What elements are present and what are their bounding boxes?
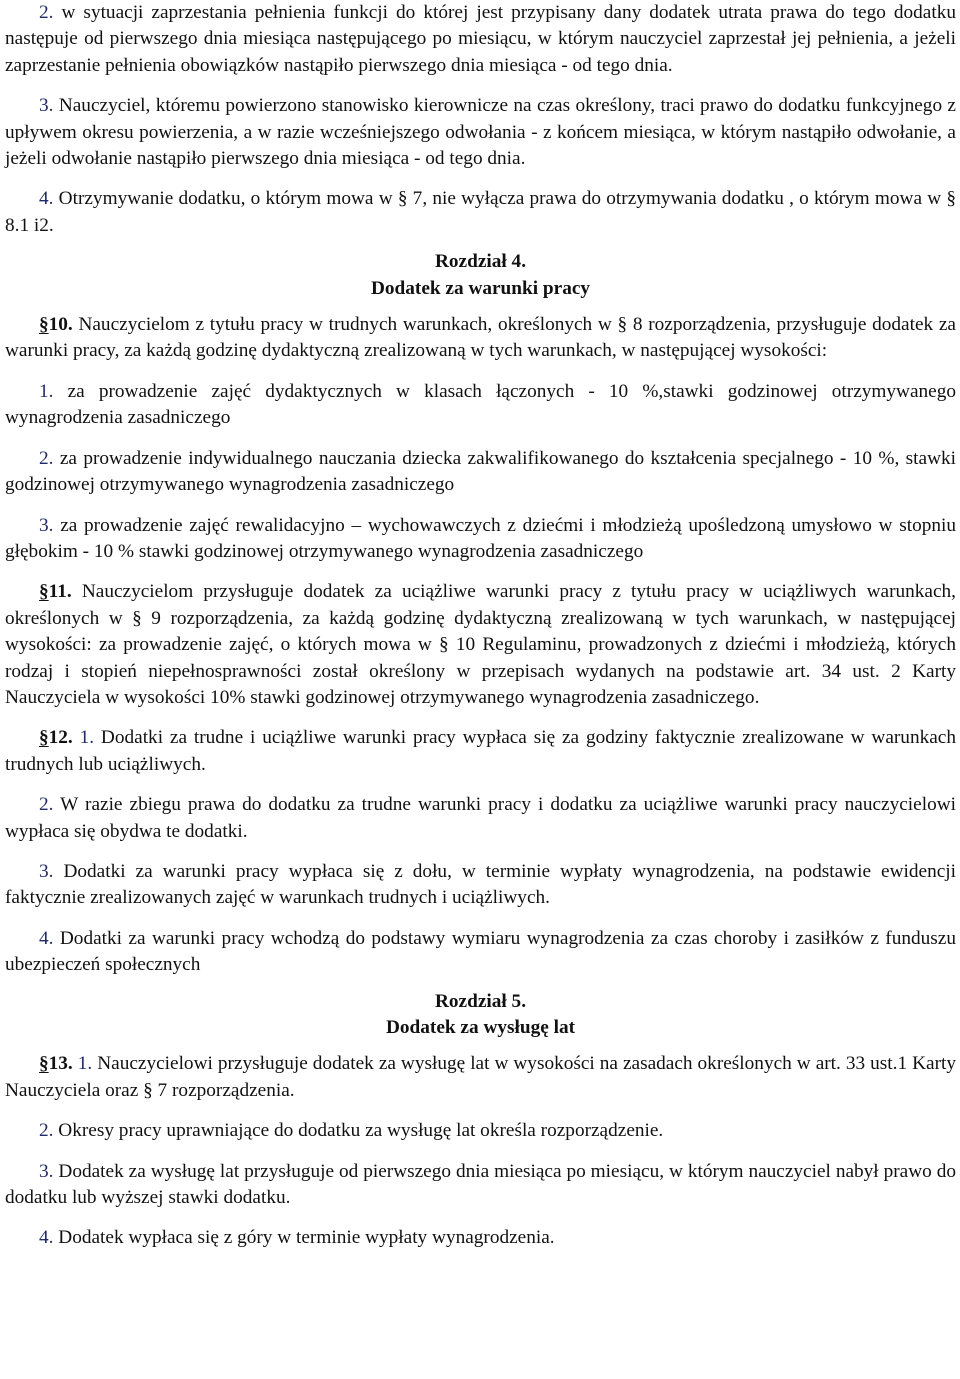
item-number: 1. — [77, 1053, 93, 1075]
item-number: 2. — [39, 1120, 54, 1142]
paragraph-text: za prowadzenie zajęć dydaktycznych w klasach łączonych - 10 %,stawki godzinowej otrzymywanego wynagrodzenia zasadniczego — [5, 380, 956, 429]
paragraph-text: Dodatek wypłaca się z góry w terminie wypłaty wynagrodzenia. — [53, 1227, 555, 1249]
section-sign: § — [39, 314, 49, 336]
section-12-item-2 — [5, 792, 956, 845]
chapter-title: Rozdział 5. — [434, 990, 527, 1012]
paragraph-text: Nauczyciel, któremu powierzono stanowisko kierownicze na czas określony, traci prawo do dodatku funkcyjnego z upływem okresu powierzenia, a w razie wcześniejszego odwołania - z końcem miesiąca, w którym nastąpiło odwołanie, a jeżeli odwołanie nastąpiło pierwszego dnia miesiąca - od tego dnia. — [5, 95, 956, 170]
paragraph-text: za prowadzenie zajęć rewalidacyjno – wychowawczych z dziećmi i młodzieżą upośledzoną umysłowo w stopniu głębokim - 10 % stawki godzinowej otrzymywanego wynagrodzenia zasadniczego — [5, 514, 956, 562]
paragraph-3 — [5, 93, 956, 172]
section-10-item-2 — [5, 446, 956, 499]
chapter-5-heading — [5, 989, 956, 1042]
chapter-subtitle: Dodatek za wysługę lat — [385, 1017, 576, 1038]
item-number: 3. — [39, 95, 54, 117]
paragraph-text: Dodatki za warunki pracy wypłaca się z dołu, w terminie wypłaty wynagrodzenia, na podstawie ewidencji faktycznie zrealizowanych zajęć w warunkach trudnych i uciążliwych. — [5, 860, 956, 909]
item-number: 4. — [39, 188, 54, 210]
section-number: 13. — [48, 1053, 73, 1075]
section-10-intro — [5, 312, 956, 365]
section-11 — [5, 579, 956, 711]
item-number: 3. — [39, 514, 54, 536]
section-number: 11. — [48, 581, 72, 603]
paragraph-text: Dodatki za trudne i uciążliwe warunki pracy wypłaca się za godziny faktycznie zrealizowane w warunkach trudnych lub uciążliwych. — [5, 727, 956, 775]
item-number: 2. — [39, 2, 54, 23]
paragraph-4 — [5, 186, 956, 239]
section-10-item-1 — [5, 379, 956, 432]
paragraph-2 — [5, 0, 956, 79]
item-number: 3. — [39, 860, 54, 882]
paragraph-text: w sytuacji zaprzestania pełnienia funkcji do której jest przypisany dany dodatek utrata prawa do tego dodatku następuje od pierwszego dnia miesiąca następującego po miesiącu, w którym nauczyciel zaprzestał jej pełnienia, a jeżeli zaprzestanie pełnienia obowiązków nastąpiło pierwszego dnia miesiąca - od tego dnia. — [5, 2, 956, 76]
section-13-item-1 — [5, 1051, 956, 1104]
paragraph-text: Dodatki za warunki pracy wchodzą do podstawy wymiaru wynagrodzenia za czas choroby i zasiłków z funduszu ubezpieczeń społecznych — [5, 927, 956, 976]
paragraph-text: Otrzymywanie dodatku, o którym mowa w § 7, nie wyłącza prawa do otrzymywania dodatku , o którym mowa w § 8.1 i2. — [5, 188, 956, 236]
section-13-item-4 — [5, 1225, 956, 1251]
item-number: 4. — [39, 927, 54, 949]
section-12-item-4 — [5, 926, 956, 979]
section-number: 10. — [48, 314, 73, 336]
section-sign: § — [39, 1053, 49, 1075]
section-sign: § — [39, 727, 49, 749]
section-10-item-3 — [5, 513, 956, 566]
item-number: 3. — [39, 1160, 54, 1182]
paragraph-text: Nauczycielom z tytułu pracy w trudnych warunkach, określonych w § 8 rozporządzenia, przysługuje dodatek za warunki pracy, za każdą godzinę dydaktyczną zrealizowaną w tych warunkach, w następującej wysokości: — [5, 314, 956, 362]
item-number: 4. — [39, 1227, 54, 1249]
chapter-subtitle: Dodatek za warunki pracy — [370, 277, 591, 299]
chapter-4-heading — [5, 249, 956, 302]
section-12-item-3 — [5, 859, 956, 912]
section-12-item-1 — [5, 725, 956, 778]
section-13-item-3 — [5, 1159, 956, 1212]
item-number: 1. — [79, 727, 95, 749]
section-sign: § — [39, 581, 49, 603]
paragraph-text: Okresy pracy uprawniające do dodatku za wysługę lat określa rozporządzenie. — [53, 1120, 664, 1142]
paragraph-text: Nauczycielowi przysługuje dodatek za wysługę lat w wysokości na zasadach określonych w art. 33 ust.1 Karty Nauczyciela oraz § 7 rozporządzenia. — [5, 1053, 956, 1101]
section-number: 12. — [48, 727, 73, 749]
item-number: 2. — [39, 447, 54, 469]
chapter-title: Rozdział 4. — [434, 251, 527, 273]
item-number: 1. — [39, 380, 54, 402]
item-number: 2. — [39, 794, 54, 816]
paragraph-text: W razie zbiegu prawa do dodatku za trudne warunki pracy i dodatku za uciążliwe warunki pracy nauczycielowi wypłaca się obydwa te dodatki. — [5, 794, 956, 842]
section-13-item-2 — [5, 1118, 956, 1144]
paragraph-text: za prowadzenie indywidualnego nauczania dziecka zakwalifikowanego do kształcenia specjalnego - 10 %, stawki godzinowej otrzymywanego wynagrodzenia zasadniczego — [5, 447, 956, 496]
paragraph-text: Dodatek za wysługę lat przysługuje od pierwszego dnia miesiąca po miesiącu, w którym nauczyciel nabył prawo do dodatku lub wyższej stawki dodatku. — [5, 1160, 956, 1209]
paragraph-text: Nauczycielom przysługuje dodatek za uciążliwe warunki pracy z tytułu pracy w uciążliwych warunkach, określonych w § 9 rozporządzenia, za każdą godzinę dydaktyczną zrealizowaną w tych warunkach, w następującej wysokości: za prowadzenie zajęć, o których mowa w § 10 Regulaminu, prowadzonych z dziećmi i młodzieżą, których rodzaj i stopień niepełnosprawności został określony w przepisach wydanych na podstawie art. 34 ust. 2 Karty Nauczyciela w wysokości 10% stawki godzinowej otrzymywanego wynagrodzenia zasadniczego. — [5, 581, 956, 708]
